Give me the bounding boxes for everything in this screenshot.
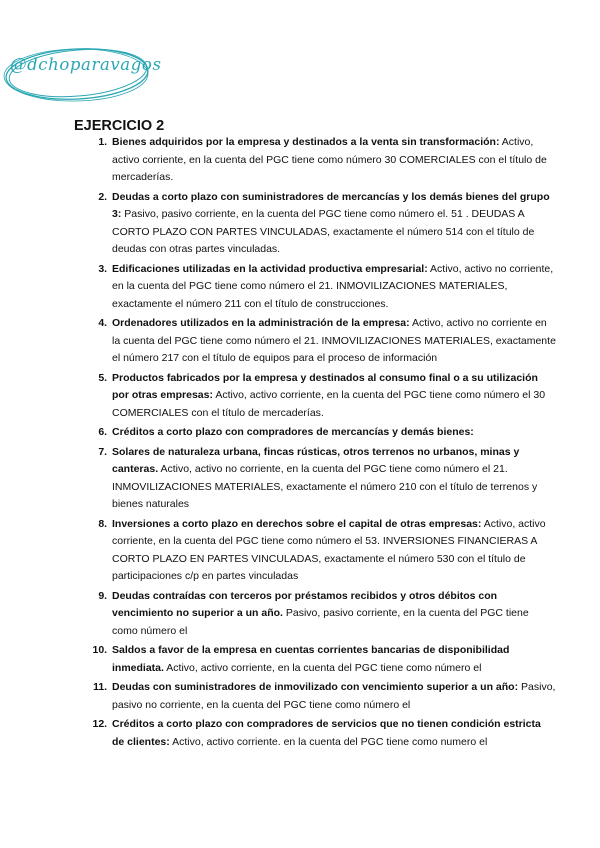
page-title: EJERCICIO 2 xyxy=(74,118,165,134)
item-heading: Deudas con suministradores de inmovilizado con vencimiento superior a un año: xyxy=(112,681,519,693)
item-body: Pasivo, pasivo corriente, en la cuenta del PGC tiene como número el. 51 . DEUDAS A CORTO PLAZO CON PARTES VINCULADAS, exactamente el número 514 con el título de deudas con otras partes vinculadas. xyxy=(112,208,535,255)
item-heading: Bienes adquiridos por la empresa y destinados a la venta sin transformación: xyxy=(112,136,500,148)
list-item xyxy=(110,370,556,423)
item-heading: Ordenadores utilizados en la administración de la empresa: xyxy=(112,317,410,329)
list-item xyxy=(110,315,556,368)
item-heading: Inversiones a corto plazo en derechos sobre el capital de otras empresas: xyxy=(112,517,482,530)
item-heading: Edificaciones utilizadas en la actividad productiva empresarial: xyxy=(112,262,428,275)
list-item xyxy=(110,261,556,314)
list-item xyxy=(110,189,556,259)
list-item xyxy=(110,134,556,187)
item-body: Activo, activo corriente. en la cuenta del PGC tiene como numero el xyxy=(172,735,488,748)
item-heading: Solares de naturaleza urbana, fincas rústicas, otros terrenos no urbanos, minas y canteras. xyxy=(112,445,520,475)
item-heading: Saldos a favor de la empresa en cuentas corrientes bancarias de disponibilidad inmediata. xyxy=(112,644,510,674)
item-body: Activo, activo corriente, en la cuenta del PGC tiene como número 30 COMERCIALES con el título de mercaderías. xyxy=(112,136,547,183)
list-item xyxy=(110,588,556,641)
item-body: Pasivo, pasivo no corriente, en la cuenta del PGC tiene como número el xyxy=(112,681,556,711)
item-heading: Créditos a corto plazo con compradores de servicios que no tienen condición estricta de clientes: xyxy=(112,718,541,748)
item-body: Activo, activo no corriente, en la cuenta del PGC tiene como número el 21. INMOVILIZACIONES MATERIALES, exactamente el número 210 con el título de terrenos y bienes naturales xyxy=(112,463,538,510)
logo-text: @dchoparavagos xyxy=(10,55,162,74)
list-item xyxy=(110,716,556,751)
list-item xyxy=(110,444,556,514)
item-heading: Productos fabricados por la empresa y destinados al consumo final o a su utilización por otras empresas: xyxy=(112,371,538,401)
exercise-list xyxy=(84,134,556,753)
item-body: Activo, activo no corriente, en la cuenta del PGC tiene como número el 21. INMOVILIZACIONES MATERIALES, exactamente el número 211 con el título de construcciones. xyxy=(112,262,554,310)
list-item xyxy=(110,642,556,677)
item-body: Activo, activo no corriente en la cuenta del PGC tiene como número el 21. INMOVILIZACIONES MATERIALES, exactamente el número 217 con el título de equipos para el proceso de información xyxy=(112,317,556,364)
item-body: Activo, activo corriente, en la cuenta del PGC tiene como número el 53. INVERSIONES FINANCIERAS A CORTO PLAZO EN PARTES VINCULADAS, exactamente el número 530 con el título de participaciones c/p en partes vinculadas xyxy=(112,517,546,582)
list-item xyxy=(110,679,556,714)
item-body: Activo, activo corriente, en la cuenta del PGC tiene como número el 30 COMERCIALES con el título de mercaderías. xyxy=(112,389,546,419)
item-heading: Deudas a corto plazo con suministradores de mercancías y los demás bienes del grupo 3: xyxy=(112,190,550,220)
list-item xyxy=(110,516,556,586)
list-item xyxy=(110,424,556,442)
logo xyxy=(2,38,162,112)
item-heading: Créditos a corto plazo con compradores de mercancías y demás bienes: xyxy=(112,426,474,438)
item-body: Activo, activo corriente, en la cuenta del PGC tiene como número el xyxy=(166,661,482,674)
logo-ring-icon xyxy=(2,38,162,112)
item-body: Pasivo, pasivo corriente, en la cuenta del PGC tiene como número el xyxy=(112,607,529,637)
item-heading: Deudas contraídas con terceros por préstamos recibidos y otros débitos con vencimiento no superior a un año. xyxy=(112,589,498,619)
